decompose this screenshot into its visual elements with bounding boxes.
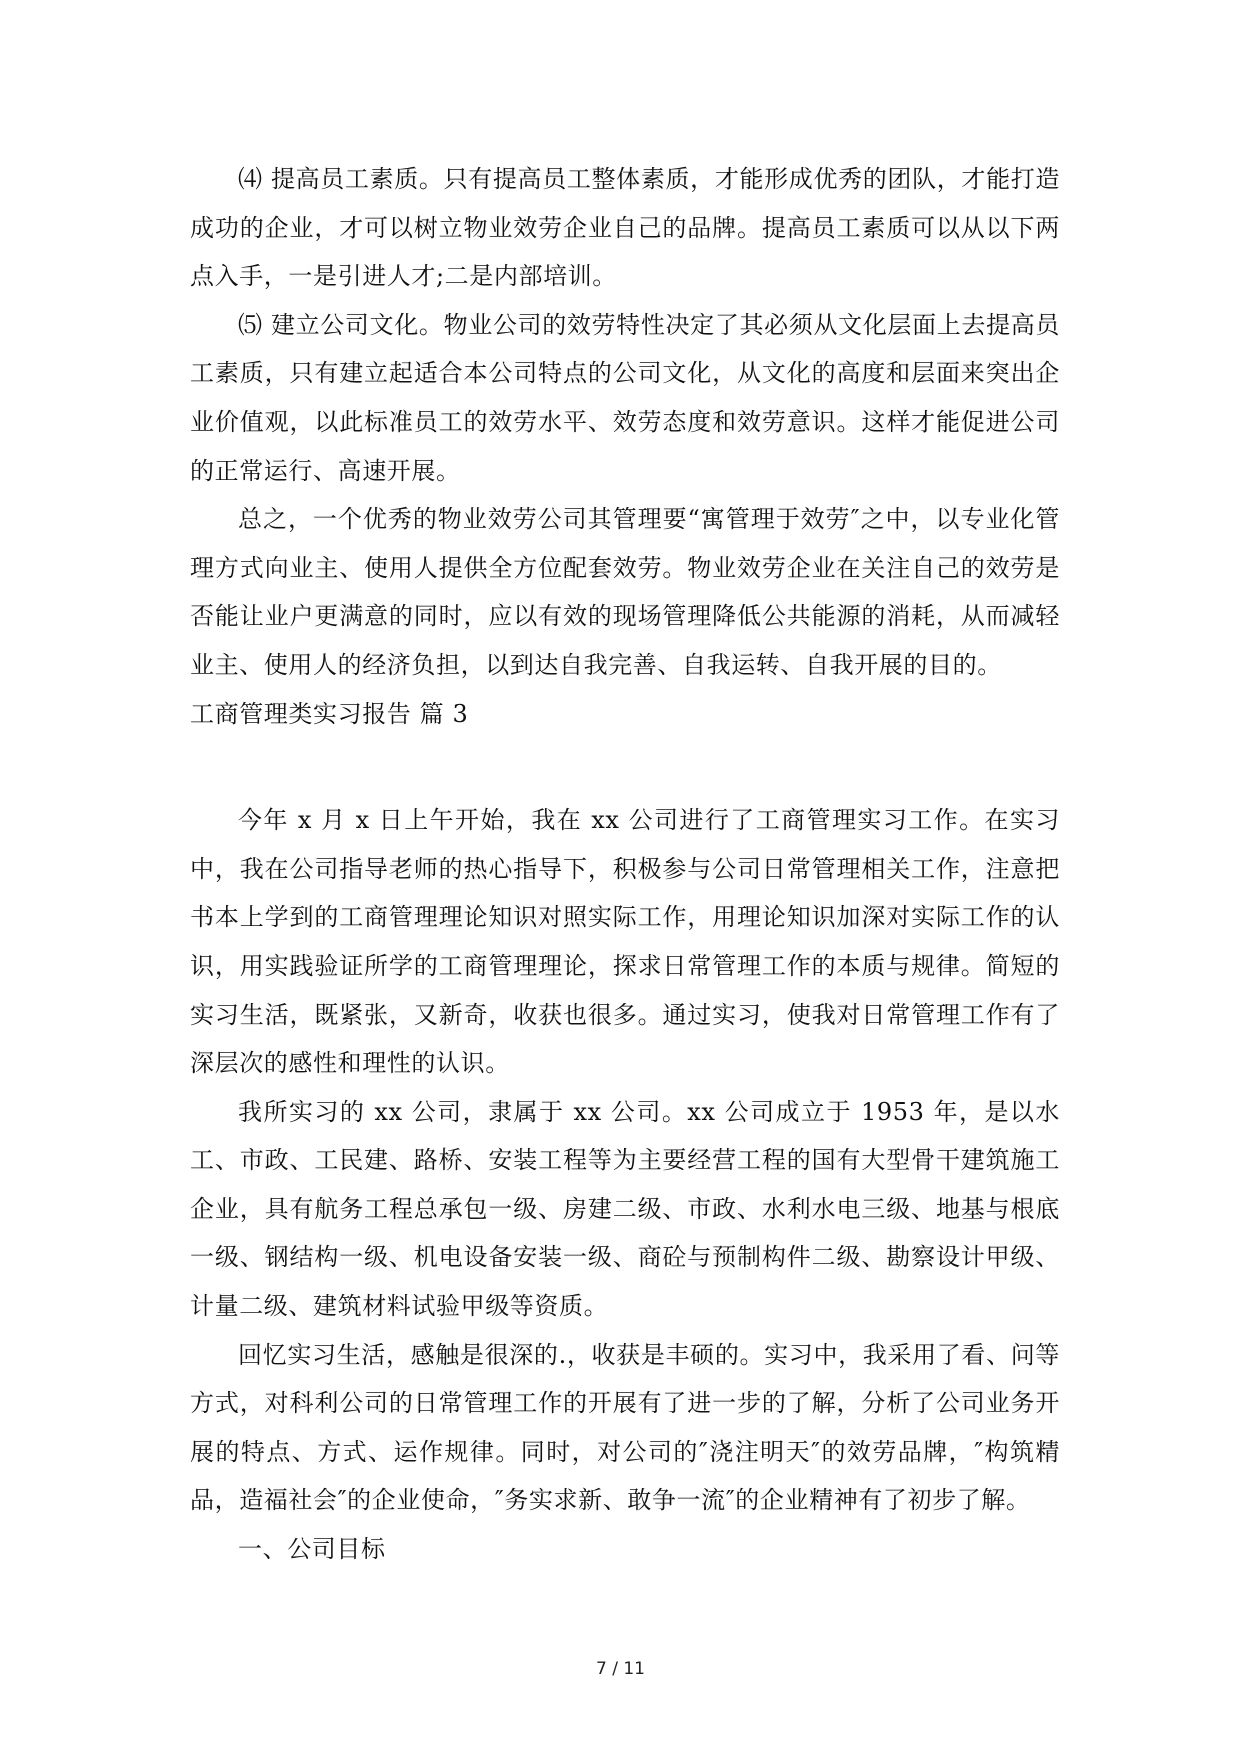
document-body [190, 155, 1060, 1574]
paragraph-internship-intro: 今年 x 月 x 日上午开始，我在 xx 公司进行了工商管理实习工作。在实习中，我在公司指导老师的热心指导下，积极参与公司日常管理相关工作，注意把书本上学到的工商管理理论知识对照实际工作，用理论知识加深对实际工作的认识，用实践验证所学的工商管理理论，探求日常管理工作的本质与规律。简短的实习生活，既紧张，又新奇，收获也很多。通过实习，使我对日常管理工作有了深层次的感性和理性的认识。 [190, 806, 1060, 1078]
subheading-company-goals: 一、公司目标 [238, 1535, 386, 1564]
paragraph-reflection: 回忆实习生活，感触是很深的.，收获是丰硕的。实习中，我采用了看、问等方式，对科利公司的日常管理工作的开展有了进一步的了解，分析了公司业务开展的特点、方式、运作规律。同时，对公司的″浇注明天″的效劳品牌，″构筑精品，造福社会″的企业使命，″务实求新、敢争一流″的企业精神有了初步了解。 [190, 1340, 1060, 1515]
paragraph-company-culture: ⑸ 建立公司文化。物业公司的效劳特性决定了其必须从文化层面上去提高员工素质，只有建立起适合本公司特点的公司文化，从文化的高度和层面来突出企业价值观，以此标准员工的效劳水平、效劳态度和效劳意识。这样才能促进公司的正常运行、高速开展。 [190, 310, 1060, 485]
paragraph-conclusion: 总之，一个优秀的物业效劳公司其管理要“寓管理于效劳″之中，以专业化管理方式向业主、使用人提供全方位配套效劳。物业效劳企业在关注自己的效劳是否能让业户更满意的同时，应以有效的现场管理降低公共能源的消耗，从而减轻业主、使用人的经济负担，以到达自我完善、自我运转、自我开展的目的。 [190, 505, 1060, 679]
paragraph-staff-quality: ⑷ 提高员工素质。只有提高员工整体素质，才能形成优秀的团队，才能打造成功的企业，才可以树立物业效劳企业自己的品牌。提高员工素质可以从以下两点入手，一是引进人才;二是内部培训。 [190, 165, 1060, 291]
paragraph-company-profile: 我所实习的 xx 公司，隶属于 xx 公司。xx 公司成立于 1953 年，是以水工、市政、工民建、路桥、安装工程等为主要经营工程的国有大型骨干建筑施工企业，具有航务工程总承包一级、房建二级、市政、水利水电三级、地基与根底一级、钢结构一级、机电设备安装一级、商砼与预制构件二级、勘察设计甲级、计量二级、建筑材料试验甲级等资质。 [190, 1097, 1060, 1321]
page-number: 7 / 11 [596, 1659, 645, 1679]
section-heading: 工商管理类实习报告 篇 3 [190, 699, 469, 728]
